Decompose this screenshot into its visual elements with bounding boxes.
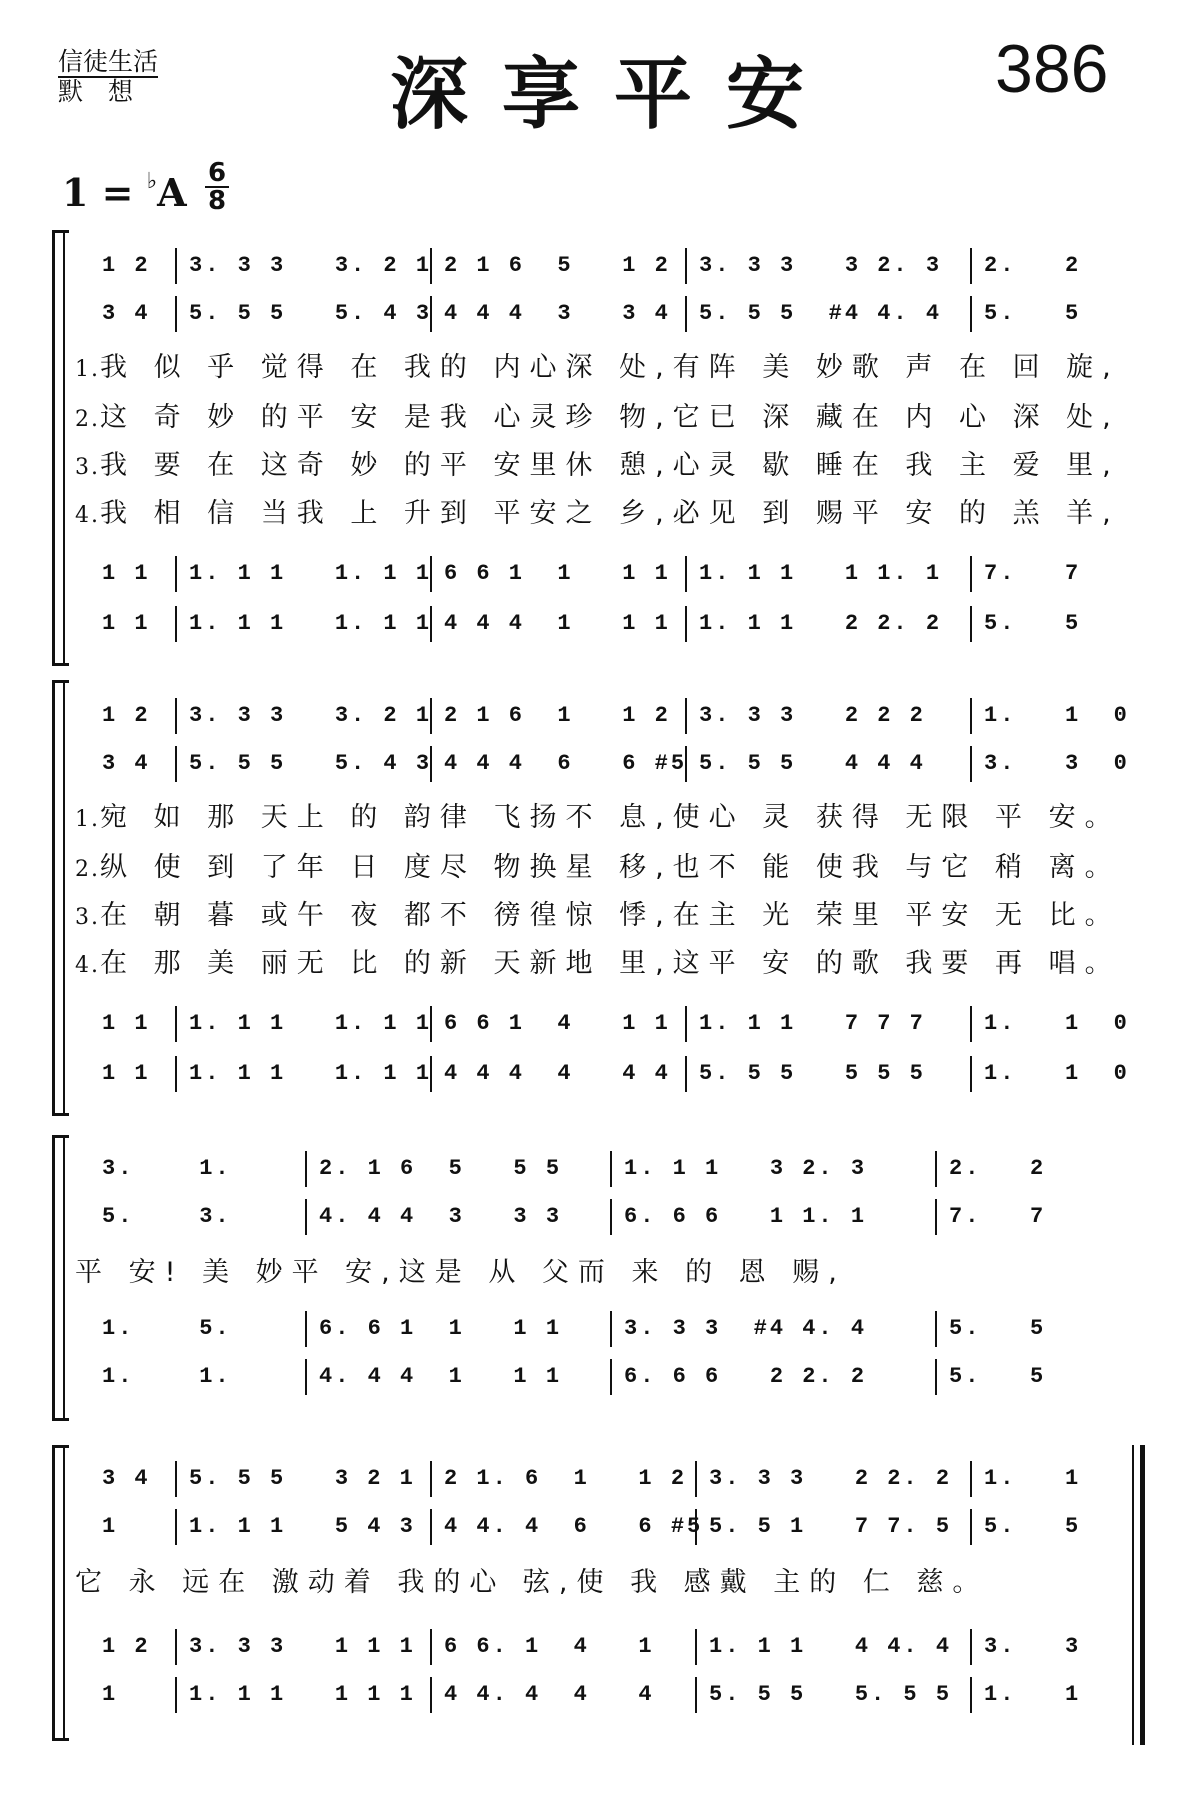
measure: 1. 1 0 [984,703,1130,728]
barline [430,1629,432,1665]
barline [305,1359,307,1395]
barline [935,1151,937,1187]
measure: 1. 1 1 1. 1 1 [189,1011,433,1036]
lyric-text: 我 相 信 当我 上 升到 平安之 乡,必见 到 赐平 安 的 羔 羊, [100,498,1120,529]
soprano-row [90,1457,1155,1501]
barline [305,1151,307,1187]
measure: 3. 3 0 [984,751,1130,776]
alto-row [90,292,1155,336]
system-brace [52,230,69,666]
measure: 2 1 6 1 1 2 [444,703,671,728]
music-system-2 [0,680,1200,1120]
key-name: A [157,170,187,215]
measure: 4 4 4 4 4 4 [444,1061,671,1086]
barline [970,556,972,592]
measure: 1 1 [102,1011,151,1036]
measure: 1. 1 1 5 4 3 [189,1514,416,1539]
verse-number: 3. [75,905,100,930]
system-brace [52,1445,69,1741]
lyric-verse-4 [75,494,1135,534]
bass-row [90,1673,1155,1717]
measure: 1 1 [102,561,151,586]
measure: 1. 1 1 1 1 1 [189,1682,416,1707]
barline [430,1006,432,1042]
system-brace [52,680,69,1116]
barline [430,1677,432,1713]
barline [610,1151,612,1187]
barline [430,1461,432,1497]
measure: 1. 1 0 [984,1061,1130,1086]
measure: 3. 3 3 2 2. 2 [709,1466,953,1491]
measure: 1. 1. [102,1364,232,1389]
measure: 5. 5 [949,1364,1047,1389]
measure: 1. 1 0 [984,1011,1130,1036]
measure: 4 4. 4 6 6 #5 [444,1514,704,1539]
measure: 5. 5 5 3 2 1 [189,1466,416,1491]
measure: 5. 5 5 5. 4 3 [189,301,433,326]
barline [970,1677,972,1713]
measure: 2. 2 [949,1156,1047,1181]
barline [970,1006,972,1042]
measure: 3 4 [102,1466,151,1491]
measure: 3. 3 3 3. 2 1 [189,703,433,728]
barline [695,1629,697,1665]
key-signature [62,168,187,215]
measure: 1. 5. [102,1316,232,1341]
soprano-row [90,1147,1155,1191]
barline [175,1629,177,1665]
measure: 2 1 6 5 1 2 [444,253,671,278]
lyric-verse-3 [75,446,1135,486]
measure: 4. 4 4 3 3 3 [319,1204,563,1229]
measure: 1 [102,1514,119,1539]
verse-number: 4. [75,503,100,528]
measure: 4 4 4 1 1 1 [444,611,671,636]
measure: 1 [102,1682,119,1707]
flat-symbol: ♭ [146,168,158,194]
measure: 1 2 [102,253,151,278]
measure: 5. 5 5 5 5 5 [699,1061,926,1086]
measure: 5. 5 5 4 4 4 [699,751,926,776]
measure: 3. 3 3 3. 2 1 [189,253,433,278]
measure: 1 1 [102,611,151,636]
measure: 6 6 1 1 1 1 [444,561,671,586]
barline [970,698,972,734]
tenor-row [90,1002,1155,1046]
measure: 5. 5 5 #4 4. 4 [699,301,943,326]
barline [430,698,432,734]
bass-row [90,602,1155,646]
measure: 6. 6 1 1 1 1 [319,1316,563,1341]
measure: 3 4 [102,751,151,776]
measure: 1. 1 [984,1682,1082,1707]
measure: 3. 3 3 1 1 1 [189,1634,416,1659]
measure: 3. 3 3 3 2. 3 [699,253,943,278]
measure: 1. 1 1 1 1. 1 [699,561,943,586]
barline [970,1629,972,1665]
alto-row [90,742,1155,786]
barline [175,1509,177,1545]
barline [175,698,177,734]
measure: 5. 5 [984,611,1082,636]
barline [685,1056,687,1092]
barline [430,296,432,332]
verse-number: 2. [75,407,100,432]
system-brace [52,1135,69,1421]
lyric-verse-2 [75,398,1135,438]
barline [695,1461,697,1497]
lyric-text: 这 奇 妙 的平 安 是我 心灵珍 物,它已 深 藏在 内 心 深 处, [100,402,1120,433]
measure: 5. 5 [949,1316,1047,1341]
measure: 2 1. 6 1 1 2 [444,1466,688,1491]
final-barline-thick [1140,1445,1145,1745]
barline [175,296,177,332]
tenor-row [90,1625,1155,1669]
measure: 5. 5 [984,301,1082,326]
barline [685,248,687,284]
barline [935,1199,937,1235]
soprano-row [90,694,1155,738]
measure: 1. 1 1 1. 1 1 [189,1061,433,1086]
barline [430,1056,432,1092]
barline [970,1509,972,1545]
measure: 1. 1 1 4 4. 4 [709,1634,953,1659]
music-system-4 [0,1445,1200,1745]
barline [695,1509,697,1545]
barline [935,1311,937,1347]
lyric-refrain [75,1253,1135,1293]
lyric-verse-1 [75,798,1135,838]
hymn-number: 386 [995,31,1109,107]
barline [430,248,432,284]
time-signature [205,160,229,214]
measure: 1 2 [102,703,151,728]
measure: 1. 1 1 7 7 7 [699,1011,926,1036]
verse-number: 4. [75,953,100,978]
measure: 1. 1 1 1. 1 1 [189,611,433,636]
measure: 6. 6 6 1 1. 1 [624,1204,868,1229]
barline [610,1311,612,1347]
tenor-row [90,552,1155,596]
measure: 6 6. 1 4 1 [444,1634,655,1659]
music-system-1 [0,230,1200,670]
verse-number: 2. [75,857,100,882]
measure: 7. 7 [949,1204,1047,1229]
measure: 4 4. 4 4 4 [444,1682,655,1707]
measure: 5. 3. [102,1204,232,1229]
measure: 1. 1 1 2 2. 2 [699,611,943,636]
barline [430,1509,432,1545]
lyric-text: 宛 如 那 天上 的 韵律 飞扬不 息,使心 灵 获得 无限 平 安。 [100,802,1121,833]
measure: 4. 4 4 1 1 1 [319,1364,563,1389]
barline [935,1359,937,1395]
barline [970,606,972,642]
barline [610,1359,612,1395]
hymn-category [58,48,158,106]
bass-row [90,1052,1155,1096]
measure: 1. 1 [984,1466,1082,1491]
measure: 7. 7 [984,561,1082,586]
lyric-verse-3 [75,896,1135,936]
final-barline-thin [1132,1445,1134,1745]
hymn-title: 深享平安 [390,50,839,140]
lyric-text: 我 要 在 这奇 妙 的平 安里休 憩,心灵 歇 睡在 我 主 爱 里, [100,450,1120,481]
lyric-verse-1 [75,348,1135,388]
measure: 6. 6 6 2 2. 2 [624,1364,868,1389]
barline [305,1199,307,1235]
alto-row [90,1505,1155,1549]
measure: 1. 1 1 1. 1 1 [189,561,433,586]
measure: 5. 5 1 7 7. 5 [709,1514,953,1539]
measure: 6 6 1 4 1 1 [444,1011,671,1036]
category-line-1: 信徒生活 [58,47,159,76]
barline [970,296,972,332]
measure: 1. 1 1 3 2. 3 [624,1156,868,1181]
measure: 4 4 4 3 3 4 [444,301,671,326]
barline [175,556,177,592]
barline [685,556,687,592]
measure: 2. 2 [984,253,1082,278]
measure: 3. 3 [984,1634,1082,1659]
time-denominator: 8 [208,186,227,216]
music-system-3 [0,1135,1200,1425]
barline [305,1311,307,1347]
verse-number: 3. [75,455,100,480]
measure: 3. 3 3 #4 4. 4 [624,1316,868,1341]
measure: 3 4 [102,301,151,326]
lyric-text: 它 永 远在 激动着 我的心 弦,使 我 感戴 主的 仁 慈。 [75,1567,989,1598]
measure: 3. 1. [102,1156,232,1181]
barline [430,606,432,642]
barline [175,1461,177,1497]
barline [610,1199,612,1235]
barline [685,296,687,332]
lyric-text: 我 似 乎 觉得 在 我的 内心深 处,有阵 美 妙歌 声 在 回 旋, [100,352,1120,383]
barline [430,746,432,782]
barline [175,248,177,284]
barline [175,606,177,642]
lyric-verse-2 [75,848,1135,888]
measure: 5. 5 5 5. 5 5 [709,1682,953,1707]
lyric-text: 在 那 美 丽无 比 的新 天新地 里,这平 安 的歌 我要 再 唱。 [100,948,1121,979]
tenor-row [90,1307,1155,1351]
measure: 3. 3 3 2 2 2 [699,703,926,728]
lyric-text: 在 朝 暮 或午 夜 都不 徬徨惊 悸,在主 光 荣里 平安 无 比。 [100,900,1121,931]
bass-row [90,1355,1155,1399]
measure: 1 1 [102,1061,151,1086]
measure: 5. 5 [984,1514,1082,1539]
lyric-text: 纵 使 到 了年 日 度尽 物换星 移,也不 能 使我 与它 稍 离。 [100,852,1121,883]
measure: 1 2 [102,1634,151,1659]
verse-number: 1. [75,357,100,382]
key-prefix: 1 = [62,170,134,215]
barline [685,1006,687,1042]
hymn-header [0,0,1200,150]
time-numerator: 6 [205,160,229,188]
measure: 2. 1 6 5 5 5 [319,1156,563,1181]
lyric-text: 平 安! 美 妙平 安,这是 从 父而 来 的 恩 赐, [75,1257,846,1288]
verse-number: 1. [75,807,100,832]
barline [175,1677,177,1713]
barline [970,1461,972,1497]
lyric-refrain [75,1563,1135,1603]
category-line-2: 默 想 [58,77,134,106]
barline [685,606,687,642]
measure: 5. 5 5 5. 4 3 [189,751,433,776]
barline [175,746,177,782]
barline [175,1006,177,1042]
measure: 4 4 4 6 6 #5 [444,751,688,776]
barline [685,746,687,782]
barline [970,248,972,284]
barline [685,698,687,734]
barline [430,556,432,592]
barline [695,1677,697,1713]
barline [970,1056,972,1092]
barline [970,746,972,782]
lyric-verse-4 [75,944,1135,984]
barline [175,1056,177,1092]
alto-row [90,1195,1155,1239]
soprano-row [90,244,1155,288]
